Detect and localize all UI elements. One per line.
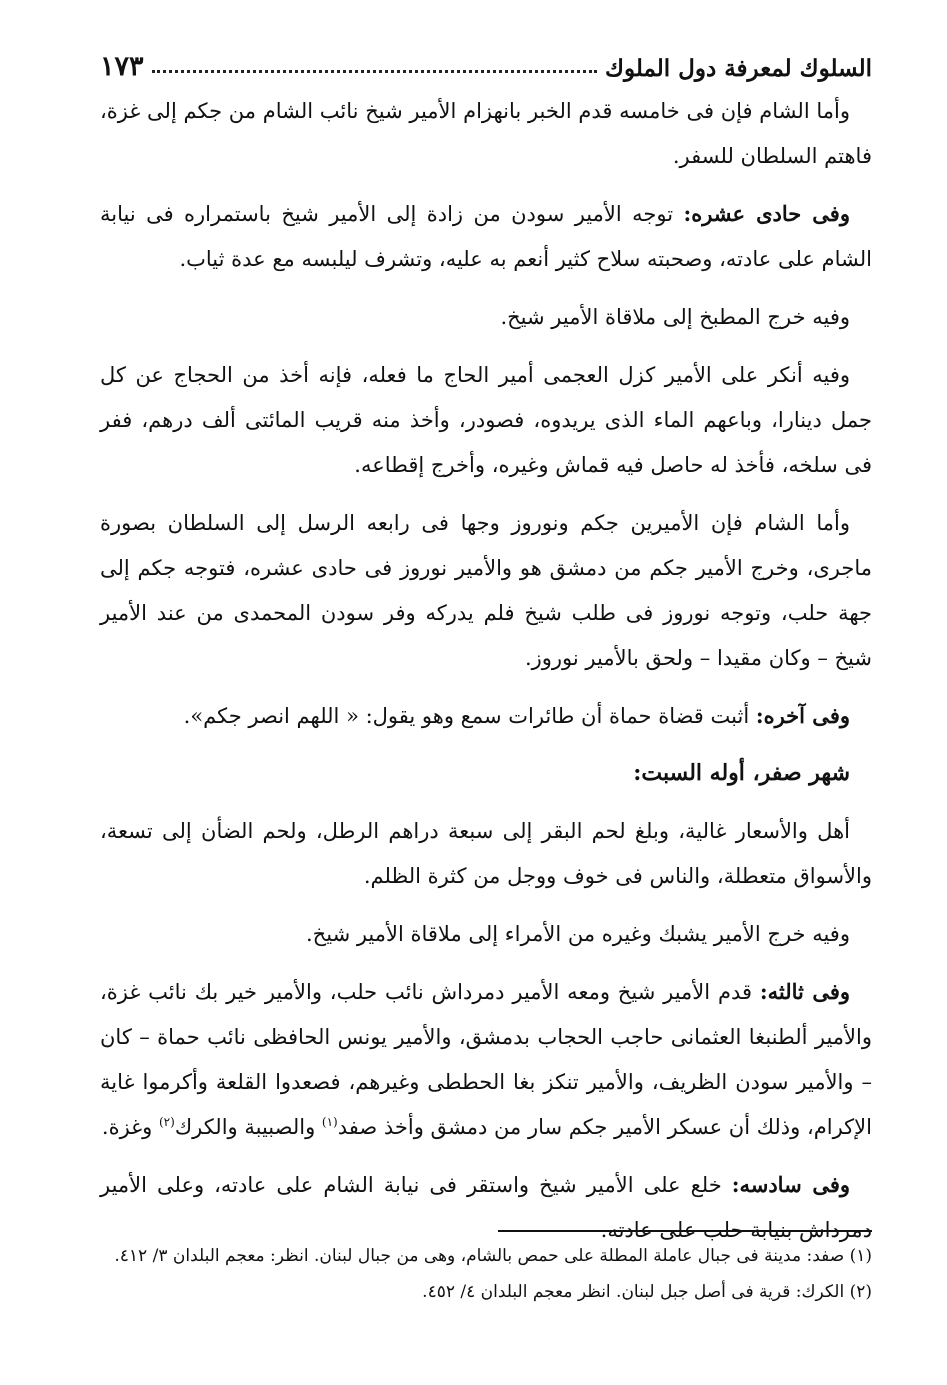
footnote-ref-1[interactable]: (١) (321, 1115, 338, 1129)
paragraph-lead: وفى حادى عشره: (683, 201, 850, 226)
footnote-ref-2[interactable]: (٢) (158, 1115, 175, 1129)
paragraph-lead: وفى ثالثه: (759, 979, 851, 1004)
page-number: ١٧٣ (100, 51, 144, 82)
footnotes (100, 1240, 872, 1312)
page-header (100, 42, 872, 82)
paragraph-lead: وفى آخره: (755, 703, 850, 728)
footnote-divider (498, 1230, 872, 1232)
paragraph: وفى سادسه: خلع على الأمير شيخ واستقر فى نيابة الشام على عادته، وعلى الأمير دمرداش بنيابة حلب على عادته. (100, 1172, 872, 1242)
main-text (100, 88, 872, 1265)
paragraph: وفى حادى عشره: توجه الأمير سودن من زادة إلى الأمير شيخ باستمراره فى نيابة الشام على عادته، وصحبته سلاح كثير أنعم به عليه، وتشرف ليلبسه مع عدة ثياب. (100, 201, 872, 271)
paragraph: وأما الشام فإن فى خامسه قدم الخبر بانهزام الأمير شيخ نائب الشام من جكم إلى غزة، فاهتم السلطان للسفر. (100, 99, 872, 168)
paragraph: أهل والأسعار غالية، وبلغ لحم البقر إلى سبعة دراهم الرطل، ولحم الضأن إلى تسعة، والأسواق متعطلة، والناس فى خوف ووجل من كثرة الظلم. (100, 819, 872, 888)
paragraph-lead: وفى سادسه: (731, 1172, 851, 1197)
paragraph: وأما الشام فإن الأميرين جكم ونوروز وجها فى رابعه الرسل إلى السلطان بصورة ماجرى، وخرج الأمير جكم من دمشق هو والأمير نوروز فى حادى عشره، فتوجه جكم إلى جهة حلب، وتوجه نوروز فى طلب شيخ فلم يدركه وفر سودن المحمدى من عند الأمير شيخ – وكان مقيدا – ولحق بالأمير نوروز. (100, 511, 872, 670)
running-title: السلوك لمعرفة دول الملوك (604, 55, 872, 82)
paragraph: وفى آخره: أثبت قضاة حماة أن طائرات سمع وهو يقول: « اللهم انصر جكم». (183, 703, 850, 728)
footnote-1: (١) صفد: مدينة فى جبال عاملة المطلة على حمص بالشام، وهى من جبال لبنان. انظر: معجم البلدان ٣/ ٤١٢. (114, 1246, 872, 1266)
dotted-leader (152, 70, 597, 73)
paragraph: وفى ثالثه: قدم الأمير شيخ ومعه الأمير دمرداش نائب حلب، والأمير خير بك نائب غزة، والأمير ألطنبغا العثمانى حاجب الحجاب بدمشق، والأمير يونس الحافظى نائب حماة – كان – والأمير سودن الظريف، والأمير تنكز بغا الحططى وغيرهم، فصعدوا القلعة وأكرموا غاية الإكرام، وذلك أن عسكر الأمير جكم سار من دمشق وأخذ صفد$^{(١)}$ والصبيبة والكرك$^{(٢)}$ وغزة. (100, 979, 872, 1139)
paragraph: وفيه خرج الأمير يشبك وغيره من الأمراء إلى ملاقاة الأمير شيخ. (306, 922, 850, 946)
footnote-2: (٢) الكرك: قرية فى أصل جبل لبنان. انظر معجم البلدان ٤/ ٤٥٢. (422, 1282, 872, 1302)
paragraph: وفيه أنكر على الأمير كزل العجمى أمير الحاج ما فعله، فإنه أخذ من الحجاج عن كل جمل دينارا، وباعهم الماء الذى يريدوه، فصودر، وأخذ منه قريب المائتى ألف درهم، ففر فى سلخه، فأخذ له حاصل فيه قماش وغيره، وأخرج إقطاعه. (100, 363, 872, 477)
month-heading: شهر صفر، أوله السبت: (633, 760, 850, 786)
paragraph: وفيه خرج المطبخ إلى ملاقاة الأمير شيخ. (500, 305, 850, 329)
